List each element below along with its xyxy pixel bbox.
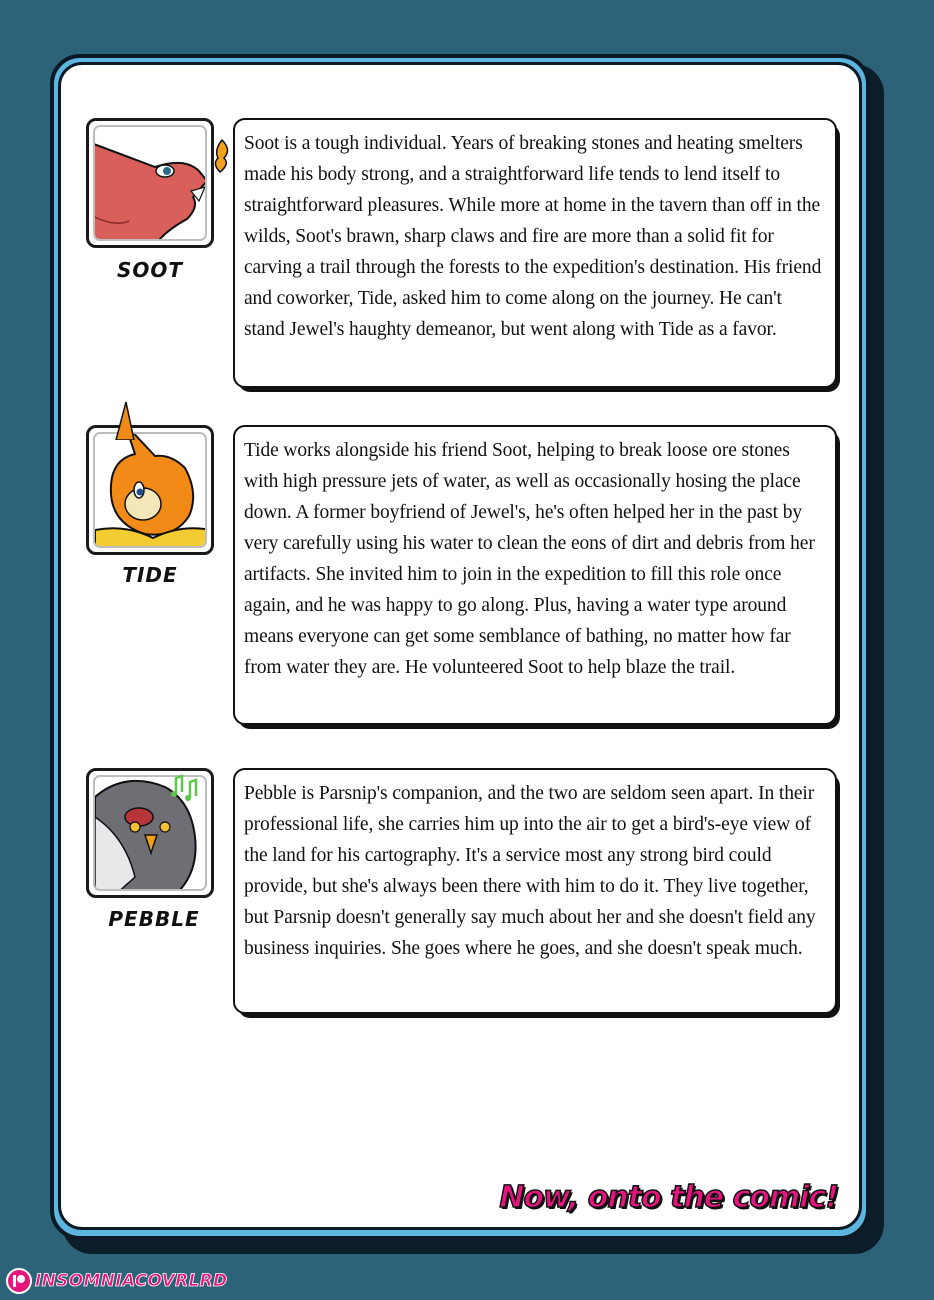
character-name-pebble: PEBBLE — [108, 907, 200, 931]
bio-card-pebble — [233, 768, 837, 1014]
bio-text-tide: Tide works alongside his friend Soot, helping to break loose ore stones with high pressure jets of water, as well as occasionally hosing the place down. A former boyfriend of Jewel's, he's often helped her in the past by very carefully using his water to clean the eons of dirt and debris from her artifacts. She invited him to join in the expedition to fill this role once again, and he was happy to go along. Plus, having a water type around means everyone can get some semblance of bathing, no matter how far from water they are. He volunteered Soot to help blaze the trail. — [244, 440, 815, 678]
artist-credit-text: INSOMNIACOVRLRD — [35, 1271, 228, 1291]
soot-portrait-art — [95, 127, 207, 241]
character-name-soot: SOOT — [116, 258, 184, 282]
patreon-icon — [6, 1268, 32, 1294]
portrait-tide — [86, 425, 214, 555]
portrait-soot — [86, 118, 214, 248]
bio-text-soot: Soot is a tough individual. Years of breaking stones and heating smelters made his body strong, and a straightforward life tends to lend itself to straightforward pleasures. While more at home in the tavern than off in the wilds, Soot's brawn, sharp claws and fire are more than a solid fit for carving a trail through the forests to the expedition's destination. His friend and coworker, Tide, asked him to come along on the journey. He can't stand Jewel's haughty demeanor, but went along with Tide as a favor. — [244, 133, 822, 340]
bio-text-pebble: Pebble is Parsnip's companion, and the two are seldom seen apart. In their professional life, she carries him up into the air to get a bird's-eye view of the land for his cartography. It's a service most any strong bird could provide, but she's always been there with him to do it. They live together, but Parsnip doesn't generally say much about her and she doesn't field any business inquiries. She goes where he goes, and she doesn't speak much. — [244, 783, 816, 959]
tide-portrait-art — [95, 434, 207, 548]
bio-card-tide — [233, 425, 837, 725]
bio-card-soot — [233, 118, 837, 388]
fin-icon — [110, 400, 140, 440]
character-name-tide: TIDE — [122, 563, 178, 587]
music-note-icon — [170, 772, 200, 802]
artist-credit[interactable] — [6, 1268, 227, 1294]
onto-comic-caption: Now, onto the comic! — [499, 1180, 838, 1215]
